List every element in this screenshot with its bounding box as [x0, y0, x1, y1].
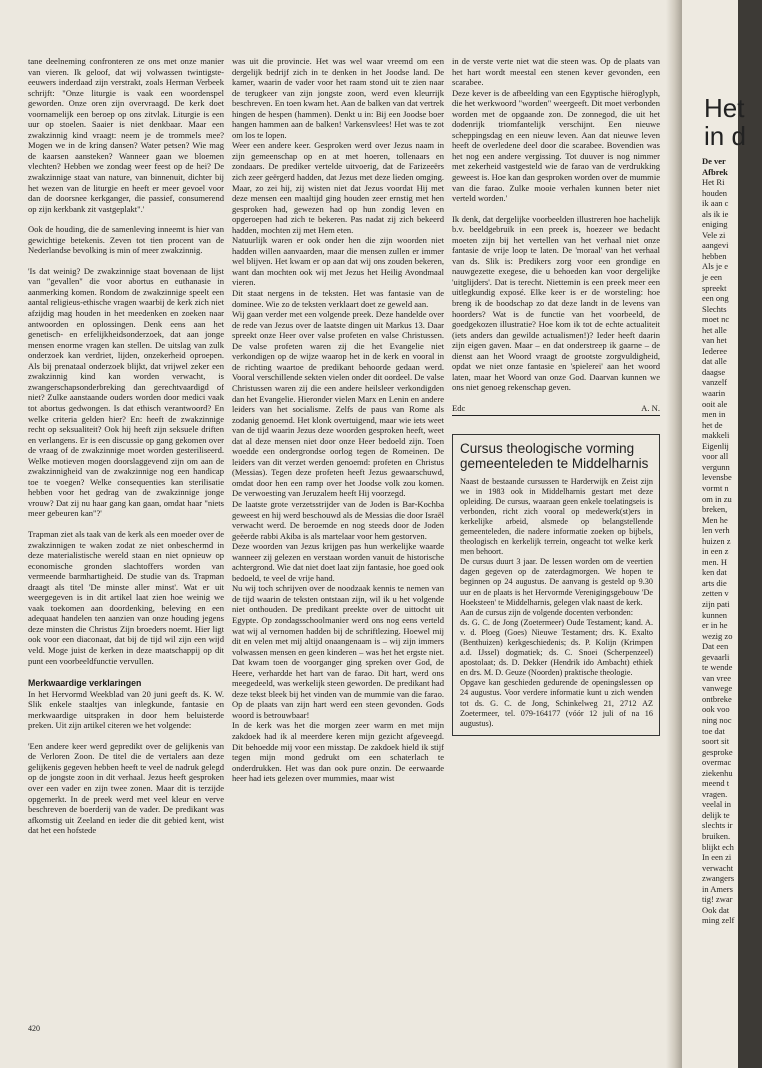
right-page-line: houden	[702, 187, 728, 198]
right-page-line: overmac	[702, 757, 732, 768]
right-page-line: daagse	[702, 366, 726, 377]
section-heading: Merkwaardige verklaringen	[28, 678, 142, 689]
right-page-line: vormt n	[702, 482, 729, 493]
paragraph: In het Hervormd Weekblad van 20 juni geeft ds. K. W. Slik enkele staaltjes van inlegkunde, fantasie en merkwaardige uitspraken in door hem beluisterde preken. Uit zijn artikel citeren we het volgende:	[28, 688, 224, 731]
box-paragraph: Naast de bestaande cursussen te Harderwijk en Zeist zijn we in 1983 ook in Middelharnis gestart met deze opleiding. De cursus, waaraan geen enkele toelatingseis is verbonden, richt zich vooral op medewerk(st)ers in kerkelijke arbeid, alsmede op belangstellende gemeenteleden, die nadere informatie zoeken op bijbels, theologisch en kerkelijk terrein, ongeacht tot welke kerk men behoort.	[460, 476, 653, 557]
right-page-line: van vree	[702, 672, 732, 683]
right-page-line: ontbreke	[702, 693, 732, 704]
right-page-line: er in he	[702, 620, 728, 631]
paragraph: De laatste grote verzetsstrijder van de Joden is Bar-Kochba geweest en hij werd beschouwd als de Messias die door Israël verwacht werd. De beroemde en nog steeds door de Joden geëerde rabbi Akiba is als martelaar voor hem gestorven.	[232, 498, 444, 541]
paragraph: Natuurlijk waren er ook onder hen die zijn woorden niet hadden willen aanvaarden, maar die mensen zullen er immer wel blijven. Het kwam er op aan dat wij ons zouden bekeren, want dan mochten ook wij met Jezus het Heilig Avondmaal vieren.	[232, 235, 444, 288]
paragraph: Wij gaan verder met een volgende preek. Deze handelde over de rede van Jezus over de laatste dingen uit Markus 13. Daar spreekt onze Heer over valse profeten en valse Christussen. De valse profeten waren zij die het Evangelie niet verkondigen op de wijze waarop het in de kerk en vooral in de richting waartoe de predikant behoorde gedaan werd. Vooral verschillende sekten vielen onder dit oordeel. De valse Christussen waren zij die een andere heilsleer verkondigden dan het Evangelie. Hieronder vielen Marx en Lenin en andere leiders van het socialisme. Zelfs de paus van Rome als zodanig genoemd. Het klonk overtuigend, maar wie iets weet van de tijd waarin Jezus deze woorden gesproken heeft, weet dat al deze mensen niet door onze Heer bedoeld zijn. Toen woedde een ondergrondse oorlog tegen de Romeinen. De leiders van dit verzet werden genoemd: profeten en Christus (Messias). Tegen deze profeten heeft Jezus gewaarschuwd, omdat door hen een ramp over het Joodse volk zou komen. De verwoesting van Jeruzalem heeft Hij voorzegd.	[232, 309, 444, 499]
paragraph: Deze woorden van Jezus krijgen pas hun werkelijke waarde wanneer zij gelezen en verstaan worden vanuit de historische achtergrond. Wie dat niet doet laat zijn fantasie, hoe goed ook bedoeld, te veel de vrije hand.	[232, 541, 444, 583]
right-page-line: slechts ir	[702, 820, 733, 831]
right-page-line: spreekt	[702, 282, 727, 293]
right-page-line: ik aan c	[702, 198, 729, 209]
right-page-line: Vele zi	[702, 229, 726, 240]
right-page-line: Het Ri	[702, 177, 725, 188]
column-2	[232, 56, 444, 784]
column-1	[28, 56, 224, 836]
right-page-line: om in zu	[702, 493, 732, 504]
right-page-line: Slechts	[702, 303, 727, 314]
right-page-line: men in	[702, 409, 726, 420]
right-page-line: vergunn	[702, 461, 730, 472]
right-page-line: ning noc	[702, 714, 732, 725]
box-paragraph: Opgave kan geschieden gedurende de openingslessen op 24 augustus. Voor verdere informatie kunt u zich wenden tot ds. G. C. de Jong, Schinkelweg 21, 2712 AZ Zoetermeer, tel. 079-164177 (vóór 12 juli of na 16 augustus).	[460, 678, 653, 728]
right-page-line: ooit ale	[702, 398, 728, 409]
right-page-line: ziekenhu	[702, 767, 733, 778]
right-page-line: veelal in	[702, 799, 732, 810]
right-page-line: aangevi	[702, 240, 729, 251]
right-page-line: ook voo	[702, 704, 730, 715]
right-page-line: men. H	[702, 556, 728, 567]
paragraph: Trapman ziet als taak van de kerk als een moeder over de zwakzinnigen te waken zodat ze niet onbeschermd in deze materialistische wereld staan en niet opnieuw op economische gronden slachtoffers worden van vermeende barmhartigheid. De studie van ds. Trapman draagt als titel 'De minste aller minst'. Wat er uit weergegeven is in dit artikel laat zien hoe weinig we vaak toekomen aan doordenking, beleving en een adequaat handelen ten aanzien van onze houding jegens deze minsten die Christus Zijn broeders noemt. Hier ligt ook voor een diaconaat, dat bij de tijd wil zijn een wijd veld. Moge juist de kerken in deze maatschappij op dit punt een voorbeeldfunctie vervullen.	[28, 528, 224, 666]
right-page-line: delijk te	[702, 809, 730, 820]
right-page-line: het alle	[702, 324, 727, 335]
column-3	[452, 56, 660, 736]
paragraph: In de kerk was het die morgen zeer warm en met mijn zakdoek had ik al meerdere keren mijn gezicht afgeveegd. Dit behoedde mij voor een misstap. De zakdoek hield ik stijf tegen mijn mond gedrukt om een schaterlach te onderdrukken. Het was dan ook pure onzin. De eerwaarde heer had iets gelezen over mummies, maar wist	[232, 720, 444, 784]
right-page-line: zwangers	[702, 873, 735, 884]
right-page-line: gesproke	[702, 746, 733, 757]
right-page-line: moet nc	[702, 314, 730, 325]
right-page-line: voor all	[702, 451, 729, 462]
right-page-line: Afbrek	[702, 166, 728, 177]
right-page-line: wezig zo	[702, 630, 733, 641]
paragraph: Deze kever is de afbeelding van een Egyptische hiëroglyph, die het werkwoord "worden" weergeeft. Dit moet verbonden worden met de opgaande zon. De zonnegod, die uit het dodenrijk triomfantelijk verschijnt. Een nieuwe scheppingsdag en een nieuw leven. Aan dat nieuwe leven heeft de overledene deel door die scarabee. Bovendien was het nog een andere vergissing. Tot duuver is nog nimmer met zekerheid vastgesteld wie de farao van de verdrukking geweest is. Hoe kan dan gesproken worden over de mummie van die farao. Zulke mooie verhalen kunnen beter niet verteld worden.'	[452, 87, 660, 204]
right-title-line: Het	[704, 93, 745, 123]
right-page-line: De ver	[702, 156, 726, 166]
right-page-line: het de	[702, 419, 723, 430]
box-paragraph: Aan de cursus zijn de volgende docenten verbonden:	[460, 607, 634, 617]
book-binding	[666, 0, 682, 1068]
right-page-title	[704, 94, 746, 150]
right-page-line: arts die	[702, 577, 727, 588]
right-page-line: dat alle	[702, 356, 727, 367]
right-page-line: kunnen	[702, 609, 728, 620]
right-page-line: in Amers	[702, 883, 733, 894]
right-page-line: je een	[702, 272, 723, 283]
right-title-line: in d	[704, 121, 746, 151]
right-page-line: Eigenlij	[702, 440, 729, 451]
right-page-line: levensbe	[702, 472, 732, 483]
right-page-line: in een z	[702, 546, 729, 557]
right-page-line: Ook dat	[702, 904, 730, 915]
paragraph: Nu wij toch schrijven over de noodzaak kennis te nemen van de tijd waarin de teksten ontstaan zijn, wil ik u het volgende niet onthouden. De predikant preekte over de uittocht uit Egypte. Op zondagsschoolmanier werd ons nog eens verteld wat wij al vernomen hadden bij de schriftlezing. Hoewel mij dit en velen met mij altijd onaangenaam is – wij zijn immers volwassen mensen en geen kinderen – was het het ergste niet. Dat kwam toen de voorganger ging spreken over God, de Heere, verhardde het hart van de farao. Dit hart, werd ons meegedeeld, was werkelijk steen geworden. De predikant had deze tekst bleek bij het vinden van de mummie van die farao. Op de plaats van zijn hart werd een steen gevonden. Gods woord is betrouwbaar!	[232, 583, 444, 720]
paragraph: Ik denk, dat dergelijke voorbeelden illustreren hoe hachelijk b.v. beeldgebruik in een preek is, hoezeer we bedacht moeten zijn bij het vertellen van het verhaal niet onze fantasie de vrije loop te laten. De 'moraal' van het verhaal van ds. Slik is: Predikers zorg voor een grondige en nauwgezette exegese, die u behoeden kan voor dergelijke 'uitglijders'. Dat is terecht. Niettemin is een preek meer een uitlegkundig exposé. Elke keer is er de worsteling: hoe breng ik de boodschap zo dat deze landt in de levens van hoorders? Wat is de functie van het voorbeeld, de goedgekozen illustratie? Hoe kom ik tot de echte actualiteit (iets anders dan gewilde actualismen!)? Ieder heeft daarin zijn eigen gaven. Maar – en dat onderstreep ik gaarne – de dienst aan het Woord vraagt de grootste zorgvuldigheid, opdat we niet onze fantasie en 'spielerei' aan het woord laten, maar het Woord van onze God. Daarvan kunnen we ons niet genoeg rekenschap geven.	[452, 213, 660, 393]
signature-left: Edc	[452, 402, 466, 413]
paragraph: Weer een andere keer. Gesproken werd over Jezus naam in zijn gemeenschap op en at met hoeren, tollenaars en zondaars. De prediker vertelde uitvoerig, dat de Farizeeërs zich zeer geërgerd hadden, dat Jezus met deze lieden omging. Maar, zo zei hij, zij wisten niet dat Jezus voordat Hij met deze mensen een maaltijd ging houden zeer ernstig met hen gesproken had, gewezen had op hun zondig leven en opgeroepen had zich te bekeren. Pas nadat zij zich bekeerd hadden, mochten zij met Hem eten.	[232, 140, 444, 235]
right-page-line: blijkt ech	[702, 841, 734, 852]
right-page-line: len verh	[702, 525, 730, 536]
right-page-line: Iederee	[702, 345, 728, 356]
right-page-line: van het	[702, 335, 727, 346]
right-page-line: zijn pati	[702, 598, 730, 609]
right-page-line: toe dat	[702, 725, 725, 736]
signature-line	[452, 403, 660, 416]
right-page-line: als ik ie	[702, 208, 729, 219]
right-page-line: ken dat	[702, 567, 727, 578]
right-page-line: zetten v	[702, 588, 729, 599]
right-page-line: waarin	[702, 388, 726, 399]
paragraph: Ook de houding, die de samenleving inneemt is hier van gewichtige betekenis. Zeven tot tien procent van de Nederlandse bevolking is min of meer zwakzinnig.	[28, 224, 224, 256]
paragraph: tane deelneming confronteren ze ons met onze manier van vieren. Ik geloof, dat wij volwassen twintigste-eeuwers inderdaad zijn verstrakt, zoals Herman Verbeek schrijft: "Onze liturgie is vaak een woordenspel geworden. Onze oren zijn overvraagd. De kerk doet voornamelijk een beroep op ons zitvlak. Liturgie is een uur op stoelen. Saaier is niet denkbaar. Maar een zwakzinnig kind vraagt: neem je de trommels mee? Mogen we in de kring dansen? Water petsen? Wie mag de kaarsen aansteken? Wanneer gaan we bloemen vlechten? Hebben we zondag weer feest op de hei? De zwakzinnige staat van nature, van binnenuit, dichter bij het wezen van de liturgie en heeft er meer gevoel voor dan de doorsnee kerkganger, die passief, consumerend op zijn kerkbank zit vastgeplakt".'	[28, 56, 224, 214]
right-page-text	[702, 156, 762, 926]
right-page-line: Als je e	[702, 261, 728, 272]
right-page-line: vanzelf	[702, 377, 728, 388]
paragraph: 'Is dat weinig? De zwakzinnige staat bovenaan de lijst van "gevallen" die voor abortus en euthanasie in aanmerking komen. Rondom de zwakzinnige speelt een aantal religieus-ethische vragen waarbij de kerk zich niet afzijdig mag houden in het meedenken en zoeken naar antwoorden en oplossingen. Denk eens aan het genetisch- en erfelijkheidsonderzoek, dat aan jonge mensen enorme vragen kan stellen. De uitslag van zulk onderzoek kan verdriet, lijden, onzekerheid oproepen. Als bij prenataal onderzoek blijkt, dat vrijwel zeker een zwakzinnig kind kan worden verwacht, is zwangerschapsonderbreking dan gerechtvaardigd of niet? Zulke aanstaande ouders worden door medici vaak tot abortus gedwongen. Is dat ethisch verantwoord? En welke criteria gelden hier? En: heeft de zwakzinnige recht op seksualiteit? Ook hij heeft zijn seksuele driften en verlangens. Er is een discussie op gang gekomen over de vraag of de zwakzinnige moet worden gesteriliseerd. Welke motieven mogen doorslaggevend zijn om aan de zwakzinnigheid van de zwakzinnige nog een handicap toe te voegen? Welke consequenties kan sterilisatie hebben voor het gedrag van de zwakzinnige jonge vrouw? Dat zij nu haar gang kan gaan, omdat haar "niets meer gebeuren kan"?'	[28, 265, 224, 519]
right-page-line: In een zi	[702, 852, 732, 863]
right-page-line: hebben	[702, 250, 727, 261]
right-page-line: eniging	[702, 219, 728, 230]
paragraph: in de verste verte niet wat die steen was. Op de plaats van het hart wordt meestal een stenen kever gevonden, een scarabee.	[452, 56, 660, 88]
signature-author: A. N.	[641, 402, 660, 413]
right-page-line: Dat een	[702, 641, 729, 652]
right-page-line: huizen z	[702, 535, 731, 546]
course-announcement-box	[452, 434, 660, 736]
paragraph: was uit die provincie. Het was wel waar vreemd om een dergelijk bedrijf zich in te denken in het Joodse land. De kamer, waarin de vader voor het raam stond uit te zien naar de terugkeer van zijn jongste zoon, werd even kleurrijk beschreven. En toen kwam het. Aan de balken van dat vertrek hingen de hespen (hammen). Denkt u in: Bij een Joodse boer hangen hammen aan de balken! Varkensvlees! Het was te zot om los te lopen.	[232, 56, 444, 140]
box-paragraph: De cursus duurt 3 jaar. De lessen worden om de veertien dagen gegeven op de zaterdagmorgen. We hopen te beginnen op 24 augustus. De aanvang is gesteld op 9.30 uur en de plaats is het Hervormde Verenigingsgebouw 'De Hoeksteen' te Middelharnis, gelegen vlak naast de kerk.	[460, 557, 653, 607]
right-page-line: bruiken.	[702, 831, 731, 841]
page-number: 420	[28, 1024, 40, 1033]
right-page-line: gevaarli	[702, 651, 730, 662]
right-page-line: vanwege	[702, 683, 733, 694]
right-page-line: ming zelf	[702, 915, 735, 926]
right-page-line: makkeli	[702, 430, 730, 441]
right-page-line: soort sit	[702, 736, 730, 747]
quote-paragraph: 'Een andere keer werd gepredikt over de gelijkenis van de Verloren Zoon. De titel die de vertalers aan deze gelijkenis gegeven hebben heeft te veel de nadruk gelegd op de jongste zoon in dit verhaal. Jezus heeft gesproken over een vader en zijn twee zonen. Maar dit is terzijde opgemerkt. In de preek werd met veel kleur en verve beschreven de boerderij van de vader. De predikant was afkomstig uit Zeeland en ieder die dit gebied kent, wist dat het een hofstede	[28, 740, 224, 836]
box-paragraph: ds. G. C. de Jong (Zoetermeer) Oude Testament; kand. A. v. d. Ploeg (Goes) Nieuwe Testament; drs. K. Exalto (Benthuizen) kerkgeschiedenis; ds. P. Kolijn (Krimpen a.d. IJssel) dogmatiek; ds. C. Snoei (Scherpenzeel) apostolaat; ds. D. Dekker (Hendrik ido Ambacht) ethiek en drs. M. D. Geuze (Noorden) praktische theologie.	[460, 617, 653, 678]
right-page-line: Men he	[702, 514, 728, 525]
right-page-line: een ong	[702, 293, 729, 304]
right-page-line: verwacht	[702, 862, 734, 873]
right-page-line: breken,	[702, 504, 728, 515]
right-page-line: tig! zwar	[702, 894, 733, 905]
box-title: Cursus theologische vorming gemeenteleden te Middelharnis	[460, 440, 649, 471]
right-page-line: vragen.	[702, 788, 728, 799]
paragraph: Dit staat nergens in de teksten. Het was fantasie van de dominee. Wie zo de teksten verklaart doet ze geweld aan.	[232, 288, 444, 309]
right-page	[682, 0, 746, 1068]
right-page-line: te wende	[702, 662, 733, 673]
right-page-line: meend t	[702, 778, 730, 789]
